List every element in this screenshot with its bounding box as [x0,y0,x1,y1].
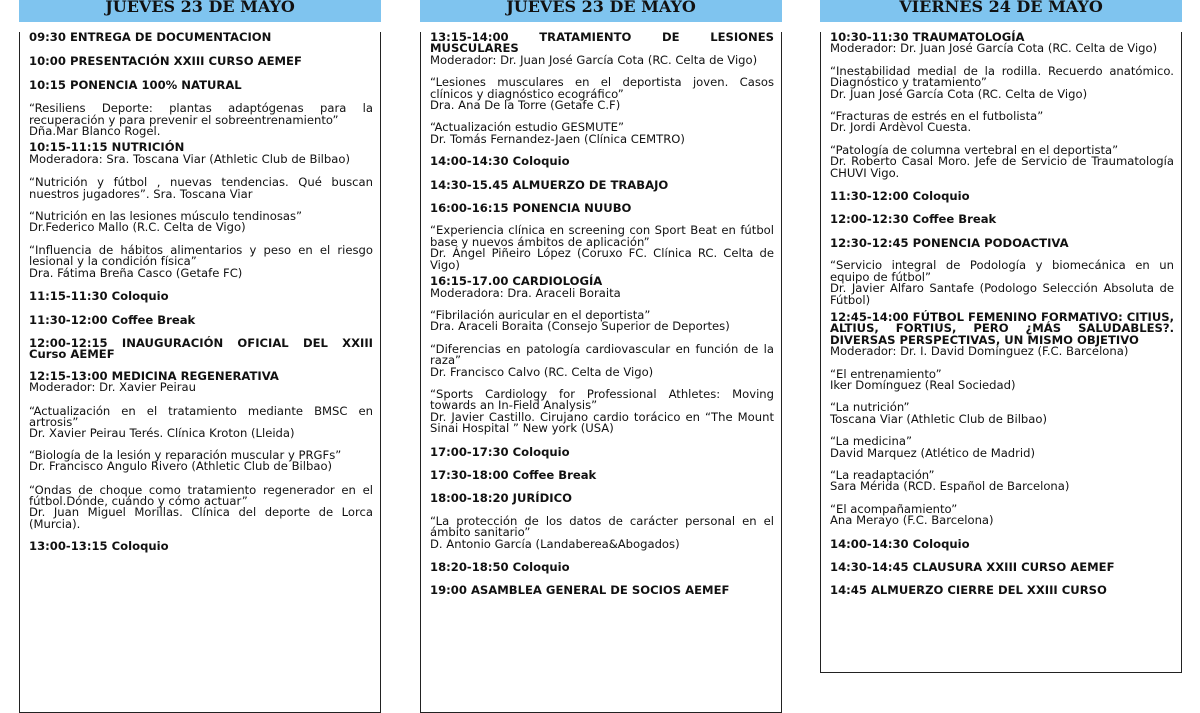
schedule-item [830,562,1174,573]
schedule-item [830,585,1174,596]
item-title: 14:30-15.45 ALMUERZO DE TRABAJO [430,177,669,192]
item-detail: Ana Merayo (F.C. Barcelona) [830,513,994,528]
schedule-item [430,276,774,299]
item-title: 13:00-13:15 Coloquio [29,539,169,554]
item-title: 16:15-17.00 CARDIOLOGÍA [430,274,603,289]
schedule-item [430,77,774,111]
column-2 [420,0,782,713]
item-title: 11:30-12:00 Coloquio [830,189,970,204]
item-detail: Dr. Ángel Piñeiro López (Coruxo FC. Clínica RC. Celta de Vigo) [430,246,774,272]
item-title: 11:15-11:30 Coloquio [29,289,169,304]
item-detail: Sara Mérida (RCD. Español de Barcelona) [830,479,1070,494]
item-detail: Toscana Viar (Athletic Club de Bilbao) [830,411,1048,426]
item-text: “La nutrición” [830,400,910,415]
item-text: “Actualización en el tratamiento mediante BMSC en artrosis” [29,403,373,429]
schedule-item [830,191,1174,202]
item-title: 17:00-17:30 Coloquio [430,444,570,459]
schedule-item [430,225,774,271]
schedule-item [430,307,774,334]
item-title: 12:45-14:00 FÚTBOL FEMENINO FORMATIVO: CITIUS, ALTIUS, FORTIUS, PERO ¿MÁS SALUDABLES?. DIVERSAS PERSPECTIVAS, UN MISMO OBJETIVO [830,309,1174,347]
item-detail: Iker Domínguez (Real Sociedad) [830,377,1016,392]
item-title: 12:30-12:45 PONENCIA PODOACTIVA [830,235,1069,250]
schedule-item [830,142,1174,180]
schedule-item [430,156,774,167]
item-text: “Biología de la lesión y reparación muscular y PRGFs” [29,447,342,462]
item-detail: Dr. Javier Castillo. Cirujano cardio torácico en “The Mount Sinai Hospital ” New york (USA) [430,409,774,436]
schedule-item [29,103,373,137]
item-detail: Moderador: Dr. I. David Domínguez (F.C. Barcelona) [830,344,1129,359]
schedule-item [830,436,1174,459]
schedule-item [430,203,774,214]
item-detail: Dr. Juan Miguel Morillas. Clínica del deporte de Lorca (Murcia). [29,505,373,531]
item-detail: Dr. Roberto Casal Moro. Jefe de Servicio de Traumatología CHUVI Vigo. [830,154,1174,180]
item-title: 12:00-12:15 INAUGURACIÓN OFICIAL DEL XXIII Curso AEMEF [29,335,373,362]
item-detail: Dr. Xavier Peirau Terés. Clínica Kroton (Lleida) [29,426,295,441]
schedule-item [430,341,774,379]
schedule-item [830,63,1174,101]
schedule-item [29,77,373,92]
item-text: “Ondas de choque como tratamiento regenerador en el fútbol.Dónde, cuándo y cómo actuar” [29,482,373,508]
schedule-box [19,32,381,713]
schedule-item [29,312,373,327]
item-title: 13:15-14:00 TRATAMIENTO DE LESIONES MUSCULARES [430,30,774,56]
schedule-item [29,242,373,280]
schedule-item [430,493,774,504]
item-detail: Dra. Fátima Breña Casco (Getafe FC) [29,265,243,280]
item-text: “Lesiones musculares en el deportista joven. Casos clínicos y diagnóstico ecográfico” [430,75,774,101]
item-text: “Diferencias en patología cardiovascular en función de la raza” [430,341,774,368]
item-title: 12:15-13:00 MEDICINA REGENERATIVA [29,368,279,383]
item-detail: Dr. Francisco Angulo Rivero (Athletic Club de Bilbao) [29,459,333,474]
item-title: 10:15 PONENCIA 100% NATURAL [29,77,242,92]
item-title: 12:00-12:30 Coffee Break [830,212,997,227]
item-text: “Sports Cardiology for Professional Athletes: Moving towards an In-Field Analysis” [430,386,774,413]
schedule-item [29,541,373,552]
schedule-item [830,32,1174,55]
schedule-item [29,177,373,200]
item-text: “El acompañamiento” [830,501,958,516]
schedule-item [29,403,373,441]
item-title: 14:30-14:45 CLAUSURA XXIII CURSO AEMEF [830,560,1115,574]
item-title: 14:00-14:30 Coloquio [830,536,970,551]
item-detail: Moderador: Dr. Juan José García Cota (RC. Celta de Vigo) [430,52,758,67]
item-detail: Moderadora: Dra. Araceli Boraita [430,285,621,300]
item-text: “El entrenamiento” [830,366,942,381]
day-header: VIERNES 24 DE MAYO [820,0,1182,22]
schedule-item [29,142,373,165]
item-title: 16:00-16:15 PONENCIA NUUBO [430,201,632,216]
item-text: “Influencia de hábitos alimentarios y peso en el riesgo lesional y la condición física” [29,242,373,269]
day-header: JUEVES 23 DE MAYO [19,0,381,22]
item-text: “Servicio integral de Podología y biomecánica en un equipo de fútbol” [830,258,1174,284]
schedule-item [830,467,1174,494]
schedule-item [29,211,373,234]
schedule-item [430,562,774,573]
item-text: “Nutrición y fútbol , nuevas tendencias. Qué buscan nuestros jugadores”. Sra. Toscana Viar [29,175,373,201]
schedule-item [830,309,1174,359]
schedule-item [430,177,774,192]
item-detail: Moderadora: Sra. Toscana Viar (Athletic Club de Bilbao) [29,151,350,166]
item-title: 11:30-12:00 Coffee Break [29,312,196,327]
item-title: 18:20-18:50 Coloquio [430,560,570,574]
schedule-item [430,386,774,436]
item-text: “Experiencia clínica en screening con Sport Beat en fútbol base y nuevos ámbitos de aplicación” [430,223,774,249]
schedule-item [430,513,774,551]
item-detail: Dr. Javier Alfaro Santafe (Podologo Selección Absoluta de Fútbol) [830,281,1174,307]
schedule-item [430,467,774,482]
schedule-item [830,536,1174,551]
schedule-item [29,447,373,474]
day-header: JUEVES 23 DE MAYO [420,0,782,22]
item-title: 09:30 ENTREGA DE DOCUMENTACION [29,30,272,44]
schedule-item [430,32,774,66]
item-detail: Dr. Tomás Fernandez-Jaen (Clínica CEMTRO) [430,131,685,146]
schedule-item [430,444,774,459]
item-title: 17:30-18:00 Coffee Break [430,467,597,482]
item-text: “La medicina” [830,434,912,449]
item-detail: Dr. Francisco Calvo (RC. Celta de Vigo) [430,364,654,379]
item-detail: D. Antonio García (Landaberea&Abogados) [430,536,680,551]
item-text: “Actualización estudio GESMUTE” [430,120,624,135]
item-title: 10:15-11:15 NUTRICIÓN [29,140,185,155]
schedule-item [29,368,373,395]
column-1 [19,0,381,713]
item-detail: Dr. Jordi Ardèvol Cuesta. [830,120,972,135]
item-text: “Resiliens Deporte: plantas adaptógenas para la recuperación y para prevenir el sobreentrenamiento” [29,101,373,127]
item-detail: Dña.Mar Blanco Rogel. [29,124,161,139]
schedule-item [830,402,1174,425]
schedule-item [29,291,373,302]
item-detail: Dr. Juan José García Cota (RC. Celta de Vigo) [830,86,1088,101]
item-text: “Nutrición en las lesiones músculo tendinosas” [29,209,303,224]
item-text: “La readaptación” [830,467,935,482]
item-text: “Inestabilidad medial de la rodilla. Recuerdo anatómico. Diagnóstico y tratamiento” [830,63,1174,90]
item-title: 18:00-18:20 JURÍDICO [430,491,572,506]
column-3 [820,0,1182,673]
item-title: 19:00 ASAMBLEA GENERAL DE SOCIOS AEMEF [430,583,730,598]
schedule-item [430,585,774,596]
item-title: 14:00-14:30 Coloquio [430,154,570,169]
item-detail: Dr.Federico Mallo (R.C. Celta de Vigo) [29,220,246,235]
schedule-item [830,260,1174,306]
schedule-item [29,56,373,67]
item-detail: Moderador: Dr. Juan José García Cota (RC. Celta de Vigo) [830,41,1158,56]
item-text: “Patología de columna vertebral en el deportista” [830,142,1119,157]
schedule-item [830,111,1174,134]
schedule-item [830,235,1174,250]
item-detail: Dra. Araceli Boraita (Consejo Superior de Deportes) [430,319,730,334]
item-title: 10:00 PRESENTACIÓN XXIII CURSO AEMEF [29,54,302,69]
schedule-item [29,335,373,362]
schedule-item [29,32,373,43]
schedule-item [830,366,1174,392]
item-title: 14:45 ALMUERZO CIERRE DEL XXIII CURSO [830,583,1107,598]
item-text: “Fibrilación auricular en el deportista” [430,307,651,322]
schedule-box [420,32,782,713]
schedule-item [830,501,1174,528]
item-title: 10:30-11:30 TRAUMATOLOGÍA [830,30,1025,44]
schedule-item [29,482,373,531]
schedule-item [830,214,1174,225]
item-detail: Moderador: Dr. Xavier Peirau [29,380,196,395]
schedule-item [430,122,774,145]
schedule-box [820,32,1182,673]
item-detail: David Marquez (Atlético de Madrid) [830,445,1036,460]
item-text: “La protección de los datos de carácter personal en el ámbito sanitario” [430,513,774,540]
item-detail: Dra. Ana De la Torre (Getafe C.F) [430,98,621,113]
item-text: “Fracturas de estrés en el futbolista” [830,109,1044,124]
